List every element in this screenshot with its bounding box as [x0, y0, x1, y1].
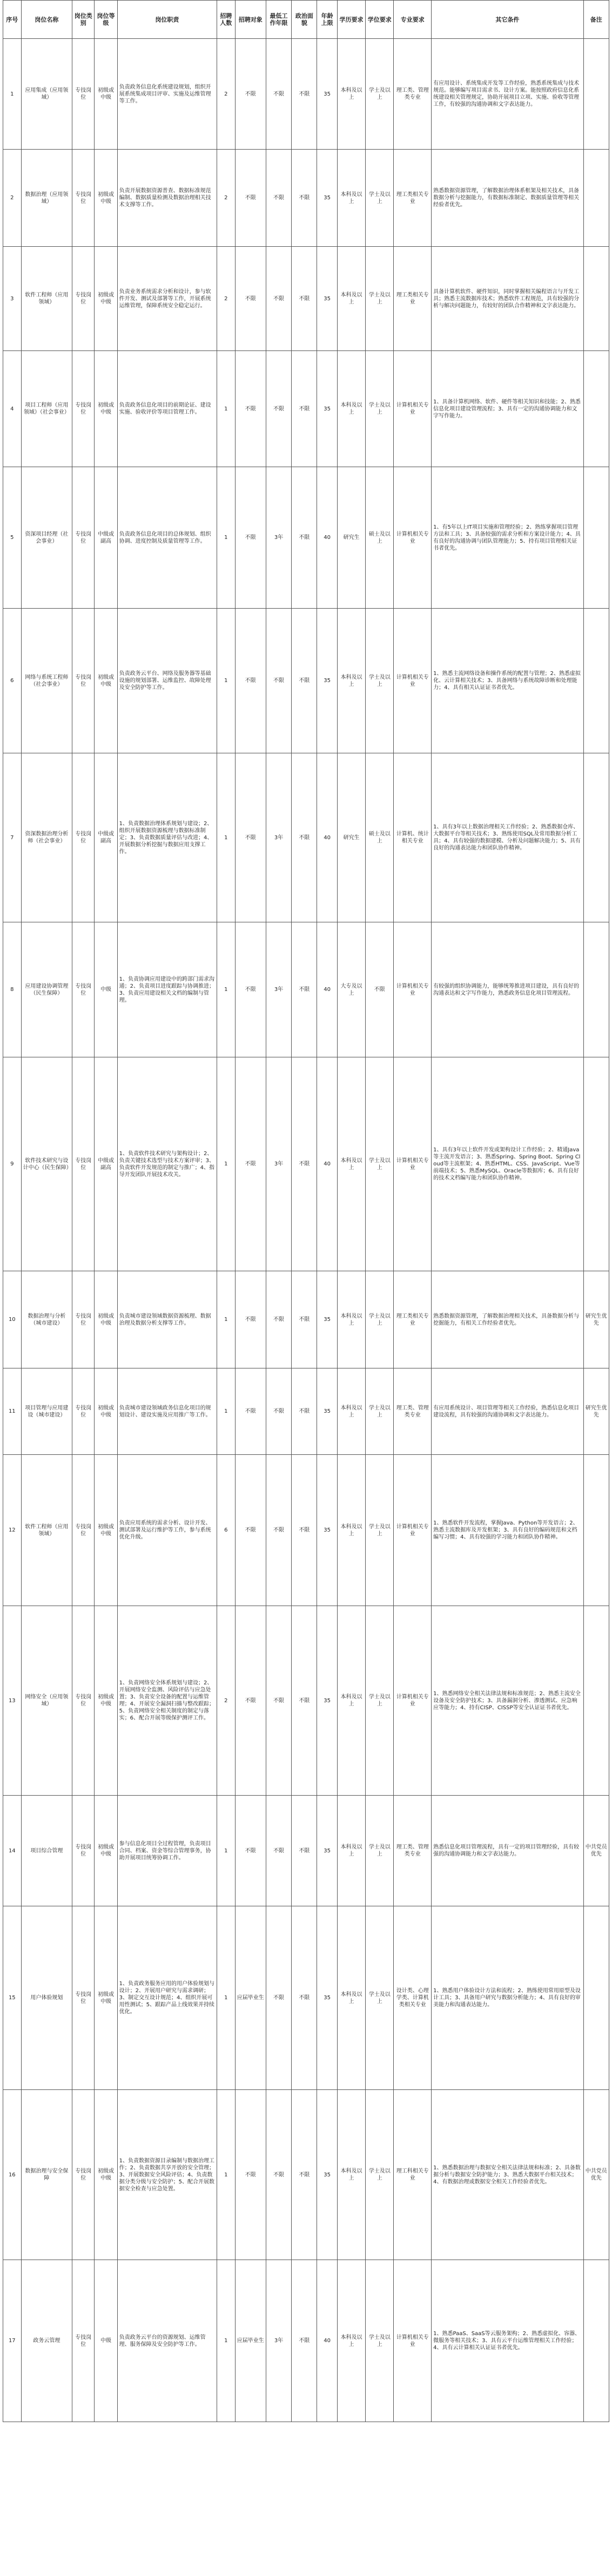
cell-edu: 本科及以上	[337, 1455, 365, 1606]
cell-seq: 1	[3, 39, 22, 150]
cell-cat: 专技岗位	[72, 2260, 95, 2422]
cell-edu: 大专及以上	[337, 922, 365, 1057]
cell-deg: 学士及以上	[366, 609, 394, 753]
table-row	[3, 753, 609, 922]
cell-age: 35	[317, 39, 337, 150]
cell-other: 1、熟悉软件开发流程，掌握Java、Python等开发语言；2、熟悉主流数据库及开发框架；3、具有良好的编码规范和文档编写习惯；4、具有较强的学习能力和团队协作精神。	[432, 1455, 583, 1606]
cell-deg: 学士及以上	[366, 2090, 394, 2260]
cell-deg: 学士及以上	[366, 1606, 394, 1796]
cell-cat: 专技岗位	[72, 1057, 95, 1271]
cell-level: 初级或中级	[95, 609, 117, 753]
cell-note: 研究生优先	[583, 1271, 609, 1368]
cell-other: 有较强的组织协调能力，能够统筹推进项目建设，具有良好的沟通表达和文字写作能力，熟悉政务信息化项目管理流程。	[432, 922, 583, 1057]
cell-age: 35	[317, 150, 337, 247]
cell-major: 理工类、管理类专业	[394, 39, 432, 150]
cell-duty: 负责应用系统的需求分析、设计开发、测试部署及运行维护等工作，参与系统优化升级。	[117, 1455, 217, 1606]
table-row	[3, 1796, 609, 1906]
cell-num: 1	[217, 1057, 235, 1271]
cell-note	[583, 922, 609, 1057]
cell-major: 理工类相关专业	[394, 1271, 432, 1368]
cell-name: 用户体验规划	[21, 1906, 72, 2090]
cell-age: 40	[317, 922, 337, 1057]
cell-cat: 专技岗位	[72, 247, 95, 351]
cell-deg: 学士及以上	[366, 150, 394, 247]
cell-years: 不限	[266, 1906, 291, 2090]
cell-name: 软件技术研究与设计中心（民生保障）	[21, 1057, 72, 1271]
table-row	[3, 467, 609, 609]
cell-pol: 不限	[292, 1796, 317, 1906]
cell-seq: 15	[3, 1906, 22, 2090]
cell-edu: 本科及以上	[337, 150, 365, 247]
cell-name: 项目工程师（应用领域）（社会事业）	[21, 351, 72, 467]
cell-duty: 负责政务云平台、网络及服务器等基础设施的规划部署、运维监控、故障处理及安全防护等工作。	[117, 609, 217, 753]
cell-note	[583, 1606, 609, 1796]
cell-obj: 不限	[235, 39, 266, 150]
cell-seq: 10	[3, 1271, 22, 1368]
header-cell: 序号	[3, 1, 22, 39]
cell-edu: 本科及以上	[337, 1271, 365, 1368]
table-row	[3, 247, 609, 351]
cell-pol: 不限	[292, 39, 317, 150]
cell-note	[583, 609, 609, 753]
cell-major: 计算机相关专业	[394, 922, 432, 1057]
cell-cat: 专技岗位	[72, 467, 95, 609]
cell-deg: 硕士及以上	[366, 753, 394, 922]
cell-level: 初级或中级	[95, 1606, 117, 1796]
header-cell: 政治面貌	[292, 1, 317, 39]
cell-pol: 不限	[292, 247, 317, 351]
cell-edu: 研究生	[337, 467, 365, 609]
cell-duty: 负责城市建设领域数据资源梳理、数据治理及数据分析支撑等工作。	[117, 1271, 217, 1368]
cell-other: 1、熟悉网络安全相关法律法规和标准规范；2、熟悉主流安全设备及安全防护技术；3、具备漏洞分析、渗透测试、应急响应等能力；4、持有CISP、CISSP等安全认证证书者优先。	[432, 1606, 583, 1796]
cell-level: 中级或副高	[95, 753, 117, 922]
cell-obj: 不限	[235, 922, 266, 1057]
cell-level: 中级	[95, 2260, 117, 2422]
cell-obj: 不限	[235, 2090, 266, 2260]
cell-age: 35	[317, 1906, 337, 2090]
table-row	[3, 39, 609, 150]
cell-edu: 本科及以上	[337, 2090, 365, 2260]
table-row	[3, 150, 609, 247]
cell-name: 网络与系统工程师（社会事业）	[21, 609, 72, 753]
cell-level: 中级或副高	[95, 467, 117, 609]
cell-pol: 不限	[292, 2260, 317, 2422]
cell-name: 政务云管理	[21, 2260, 72, 2422]
cell-deg: 学士及以上	[366, 39, 394, 150]
cell-duty: 1、负责网络安全体系规划与建设；2、开展网络安全监测、风险评估与应急处置；3、负责安全设备的配置与运维管理；4、开展安全漏洞扫描与整改跟踪；5、负责网络安全相关制度的制定与落实；6、配合开展等级保护测评工作。	[117, 1606, 217, 1796]
header-cell: 其它条件	[432, 1, 583, 39]
cell-seq: 14	[3, 1796, 22, 1906]
cell-other: 1、具有3年以上数据治理相关工作经验；2、熟悉数据仓库、大数据平台等相关技术；3、熟练使用SQL及常用数据分析工具；4、具有较强的数据建模、分析及问题解决能力；5、具有良好的沟通表达能力和团队协作精神。	[432, 753, 583, 922]
table-row	[3, 609, 609, 753]
cell-name: 资深项目经理（社会事业）	[21, 467, 72, 609]
cell-duty: 1、负责数据治理体系规划与建设；2、组织开展数据资源梳理与数据标准制定；3、负责数据质量评估与改进；4、开展数据分析挖掘与数据应用支撑工作。	[117, 753, 217, 922]
cell-seq: 5	[3, 467, 22, 609]
cell-seq: 11	[3, 1368, 22, 1455]
cell-obj: 不限	[235, 1455, 266, 1606]
cell-edu: 本科及以上	[337, 1796, 365, 1906]
cell-major: 理工科相关专业	[394, 2090, 432, 2260]
cell-num: 2	[217, 39, 235, 150]
cell-other: 1、具有3年以上软件开发或架构设计工作经验；2、精通Java等主流开发语言；3、熟悉Spring、Spring Boot、Spring Cloud等主流框架；4、熟悉HTML、CSS、JavaScript、Vue等前端技术；5、熟悉MySQL、Oracle等数据库；6、具有良好的技术文档编写能力和团队协作精神。	[432, 1057, 583, 1271]
table-row	[3, 1606, 609, 1796]
cell-years: 3年	[266, 2260, 291, 2422]
cell-cat: 专技岗位	[72, 1796, 95, 1906]
cell-deg: 不限	[366, 922, 394, 1057]
cell-other: 熟悉信息化项目管理流程，具有一定的项目管理经验，具有较强的沟通协调能力和文字表达能力。	[432, 1796, 583, 1906]
cell-seq: 16	[3, 2090, 22, 2260]
cell-major: 计算机相关专业	[394, 609, 432, 753]
header-cell: 备注	[583, 1, 609, 39]
cell-pol: 不限	[292, 467, 317, 609]
cell-level: 初级或中级	[95, 351, 117, 467]
cell-obj: 应届毕业生	[235, 1906, 266, 2090]
cell-num: 1	[217, 1906, 235, 2090]
cell-num: 1	[217, 1271, 235, 1368]
header-cell: 岗位名称	[21, 1, 72, 39]
cell-years: 不限	[266, 1271, 291, 1368]
cell-cat: 专技岗位	[72, 1606, 95, 1796]
cell-major: 计算机相关专业	[394, 1057, 432, 1271]
cell-age: 35	[317, 1606, 337, 1796]
cell-deg: 学士及以上	[366, 351, 394, 467]
cell-seq: 17	[3, 2260, 22, 2422]
table-row	[3, 1271, 609, 1368]
cell-note: 中共党员优先	[583, 1796, 609, 1906]
cell-age: 35	[317, 1368, 337, 1455]
cell-pol: 不限	[292, 609, 317, 753]
cell-age: 35	[317, 2090, 337, 2260]
cell-obj: 不限	[235, 1271, 266, 1368]
table-row	[3, 1455, 609, 1606]
cell-major: 计算机相关专业	[394, 467, 432, 609]
header-cell: 年龄上限	[317, 1, 337, 39]
cell-duty: 参与信息化项目全过程管理，负责项目合同、档案、资金等综合管理事务，协助开展项目统筹协调工作。	[117, 1796, 217, 1906]
cell-pol: 不限	[292, 1906, 317, 2090]
cell-edu: 本科及以上	[337, 247, 365, 351]
cell-years: 不限	[266, 609, 291, 753]
cell-level: 初级或中级	[95, 1796, 117, 1906]
cell-edu: 本科及以上	[337, 39, 365, 150]
header-cell: 专业要求	[394, 1, 432, 39]
cell-other: 具备计算机软件、硬件知识，同时掌握相关编程语言与开发工具；熟悉主流数据库技术；熟悉软件工程规范，具有较强的分析与解决问题能力，有较好的团队合作精神和文字表达能力。	[432, 247, 583, 351]
cell-major: 计算机、统计相关专业	[394, 753, 432, 922]
table-row	[3, 1368, 609, 1455]
cell-obj: 不限	[235, 1368, 266, 1455]
cell-note: 研究生优先	[583, 1368, 609, 1455]
cell-num: 1	[217, 753, 235, 922]
cell-cat: 专技岗位	[72, 1455, 95, 1606]
cell-other: 1、有5年以上IT项目实施和管理经验；2、熟练掌握项目管理方法和工具；3、具备较强的需求分析和方案设计能力；4、具有良好的沟通协调与团队管理能力；5、持有项目管理相关证书者优先。	[432, 467, 583, 609]
cell-seq: 6	[3, 609, 22, 753]
cell-major: 计算机相关专业	[394, 1455, 432, 1606]
cell-pol: 不限	[292, 753, 317, 922]
cell-duty: 负责政务信息化项目的前期论证、建设实施、验收评价等项目管理工作。	[117, 351, 217, 467]
cell-num: 1	[217, 1796, 235, 1906]
cell-duty: 负责开展数据资源普查、数据标准规范编制、数据质量检测及数据治理相关技术支撑等工作。	[117, 150, 217, 247]
cell-cat: 专技岗位	[72, 351, 95, 467]
cell-level: 初级或中级	[95, 1906, 117, 2090]
cell-note	[583, 2260, 609, 2422]
cell-num: 1	[217, 351, 235, 467]
table-row	[3, 922, 609, 1057]
cell-years: 不限	[266, 2090, 291, 2260]
cell-seq: 7	[3, 753, 22, 922]
cell-cat: 专技岗位	[72, 753, 95, 922]
cell-pol: 不限	[292, 1271, 317, 1368]
cell-name: 项目管理与应用建设（城市建设）	[21, 1368, 72, 1455]
cell-name: 资深数据治理分析师（社会事业）	[21, 753, 72, 922]
cell-num: 1	[217, 2090, 235, 2260]
header-cell: 学历要求	[337, 1, 365, 39]
cell-pol: 不限	[292, 922, 317, 1057]
header-cell: 最低工作年限	[266, 1, 291, 39]
cell-obj: 不限	[235, 1606, 266, 1796]
cell-name: 数据治理（应用领域）	[21, 150, 72, 247]
cell-num: 1	[217, 609, 235, 753]
cell-years: 3年	[266, 467, 291, 609]
cell-obj: 不限	[235, 1796, 266, 1906]
cell-obj: 不限	[235, 609, 266, 753]
cell-deg: 学士及以上	[366, 2260, 394, 2422]
header-cell: 岗位类别	[72, 1, 95, 39]
cell-years: 不限	[266, 1606, 291, 1796]
cell-edu: 本科及以上	[337, 1906, 365, 2090]
cell-deg: 学士及以上	[366, 1057, 394, 1271]
cell-years: 不限	[266, 247, 291, 351]
cell-level: 中级	[95, 922, 117, 1057]
cell-cat: 专技岗位	[72, 2090, 95, 2260]
cell-cat: 专技岗位	[72, 609, 95, 753]
cell-years: 不限	[266, 1796, 291, 1906]
cell-other: 1、熟悉数据治理与数据安全相关法律法规和标准；2、具备数据分析与数据安全防护能力；3、熟悉大数据平台相关技术；4、有数据治理或数据安全相关工作经验者优先。	[432, 2090, 583, 2260]
cell-edu: 本科及以上	[337, 1606, 365, 1796]
cell-note: 中共党员优先	[583, 2090, 609, 2260]
cell-age: 35	[317, 351, 337, 467]
table-row	[3, 2260, 609, 2422]
cell-level: 初级或中级	[95, 150, 117, 247]
cell-other: 1、熟悉PaaS、SaaS等云服务架构；2、熟悉虚拟化、容器、微服务等相关技术；3、具有云平台运维管理相关工作经验；4、具有云计算相关认证证书者优先。	[432, 2260, 583, 2422]
cell-obj: 不限	[235, 150, 266, 247]
cell-age: 35	[317, 1271, 337, 1368]
cell-num: 1	[217, 2260, 235, 2422]
recruitment-table	[3, 0, 609, 2422]
cell-cat: 专技岗位	[72, 1906, 95, 2090]
table-body	[3, 39, 609, 2422]
cell-cat: 专技岗位	[72, 150, 95, 247]
cell-deg: 学士及以上	[366, 1368, 394, 1455]
cell-seq: 3	[3, 247, 22, 351]
cell-pol: 不限	[292, 150, 317, 247]
cell-duty: 1、负责数据资源目录编制与数据治理工作；2、负责数据共享开放的安全管理；3、开展数据安全风险评估；4、负责数据分类分级与安全防护；5、配合开展数据安全检查与应急处置。	[117, 2090, 217, 2260]
cell-edu: 本科及以上	[337, 1057, 365, 1271]
cell-deg: 学士及以上	[366, 1271, 394, 1368]
cell-deg: 学士及以上	[366, 1455, 394, 1606]
cell-level: 初级或中级	[95, 1368, 117, 1455]
cell-cat: 专技岗位	[72, 39, 95, 150]
cell-num: 2	[217, 247, 235, 351]
cell-note	[583, 1057, 609, 1271]
cell-edu: 本科及以上	[337, 1368, 365, 1455]
cell-level: 中级或副高	[95, 1057, 117, 1271]
cell-other: 1、熟悉主流网络设备和操作系统的配置与管理；2、熟悉虚拟化、云计算相关技术；3、具备网络与系统故障诊断和处理能力；4、具有相关认证证书者优先。	[432, 609, 583, 753]
cell-cat: 专技岗位	[72, 1368, 95, 1455]
cell-major: 设计类、心理学类、计算机类相关专业	[394, 1906, 432, 2090]
cell-duty: 1、负责政务服务应用的用户体验规划与设计；2、开展用户研究与需求调研；3、制定交互设计规范；4、组织开展可用性测试；5、跟踪产品上线效果并持续优化。	[117, 1906, 217, 2090]
cell-duty: 负责政务信息化项目的总体规划、组织协调、进度控制及质量管理等工作。	[117, 467, 217, 609]
cell-duty: 1、负责协调应用建设中的跨部门需求沟通；2、负责项目进度跟踪与协调推进；3、负责应用建设相关文档的编制与管理。	[117, 922, 217, 1057]
cell-num: 1	[217, 467, 235, 609]
cell-seq: 13	[3, 1606, 22, 1796]
cell-seq: 8	[3, 922, 22, 1057]
cell-name: 软件工程师（应用领域）	[21, 247, 72, 351]
cell-years: 3年	[266, 1057, 291, 1271]
cell-note	[583, 150, 609, 247]
cell-other: 熟悉数据资源管理，了解数据治理体系框架及相关技术，具备数据分析与挖掘能力，有数据标准制定、数据质量管理等相关经验者优先。	[432, 150, 583, 247]
cell-seq: 12	[3, 1455, 22, 1606]
cell-edu: 研究生	[337, 753, 365, 922]
cell-num: 2	[217, 150, 235, 247]
cell-years: 不限	[266, 1455, 291, 1606]
cell-duty: 负责城市建设领域政务信息化项目的规划设计、建设实施及应用推广等工作。	[117, 1368, 217, 1455]
table-row	[3, 351, 609, 467]
cell-major: 理工类相关专业	[394, 150, 432, 247]
cell-duty: 负责政务云平台的资源规划、运维管理、服务保障及安全防护等工作。	[117, 2260, 217, 2422]
cell-deg: 学士及以上	[366, 1906, 394, 2090]
cell-major: 计算机相关专业	[394, 1606, 432, 1796]
cell-note	[583, 1455, 609, 1606]
cell-level: 初级或中级	[95, 1455, 117, 1606]
cell-name: 数据治理与分析（城市建设）	[21, 1271, 72, 1368]
cell-age: 40	[317, 467, 337, 609]
cell-other: 有应用设计、系统集成开发等工作经验，熟悉系统集成与技术规范。能够编写项目需求书、设计方案。能按照政府信息化系统建设相关管理规定，协助开展项目立项、实施、验收等管理工作，有较强的沟通协调和文字表达能力。	[432, 39, 583, 150]
cell-obj: 不限	[235, 247, 266, 351]
cell-age: 35	[317, 247, 337, 351]
cell-age: 40	[317, 2260, 337, 2422]
cell-name: 网络安全（应用领域）	[21, 1606, 72, 1796]
header-cell: 招聘人数	[217, 1, 235, 39]
table-header-row	[3, 1, 609, 39]
cell-major: 理工类、管理类专业	[394, 1796, 432, 1906]
cell-obj: 应届毕业生	[235, 2260, 266, 2422]
cell-other: 1、熟悉用户体验设计方法和流程；2、熟练使用常用原型及设计工具；3、具备用户研究与数据分析能力；4、具有良好的审美能力和沟通表达能力。	[432, 1906, 583, 2090]
cell-note	[583, 753, 609, 922]
header-cell: 岗位职责	[117, 1, 217, 39]
cell-duty: 负责业务系统需求分析和设计，参与软件开发、测试及部署等工作，开展系统运维管理，保障系统安全稳定运行。	[117, 247, 217, 351]
cell-num: 2	[217, 1606, 235, 1796]
header-cell: 岗位等级	[95, 1, 117, 39]
cell-years: 3年	[266, 922, 291, 1057]
header-cell: 招聘对象	[235, 1, 266, 39]
cell-years: 3年	[266, 753, 291, 922]
cell-cat: 专技岗位	[72, 1271, 95, 1368]
cell-pol: 不限	[292, 2090, 317, 2260]
cell-num: 1	[217, 922, 235, 1057]
cell-seq: 9	[3, 1057, 22, 1271]
cell-major: 计算机相关专业	[394, 351, 432, 467]
table-row	[3, 1057, 609, 1271]
header-cell: 学位要求	[366, 1, 394, 39]
cell-num: 1	[217, 1368, 235, 1455]
cell-note	[583, 39, 609, 150]
cell-deg: 硕士及以上	[366, 467, 394, 609]
cell-pol: 不限	[292, 1368, 317, 1455]
cell-age: 40	[317, 1057, 337, 1271]
cell-pol: 不限	[292, 1606, 317, 1796]
cell-num: 6	[217, 1455, 235, 1606]
table-row	[3, 1906, 609, 2090]
cell-name: 软件工程师（应用领域）	[21, 1455, 72, 1606]
cell-age: 35	[317, 1455, 337, 1606]
cell-edu: 本科及以上	[337, 609, 365, 753]
table-row	[3, 2090, 609, 2260]
cell-years: 不限	[266, 150, 291, 247]
cell-obj: 不限	[235, 753, 266, 922]
cell-years: 不限	[266, 351, 291, 467]
cell-obj: 不限	[235, 1057, 266, 1271]
cell-level: 初级或中级	[95, 2090, 117, 2260]
cell-years: 不限	[266, 39, 291, 150]
cell-pol: 不限	[292, 1455, 317, 1606]
cell-major: 计算机相关专业	[394, 2260, 432, 2422]
cell-level: 初级或中级	[95, 247, 117, 351]
cell-duty: 负责政务信息化系统建设规划，组织开展系统集成项目评审、实施及运维管理等工作。	[117, 39, 217, 150]
cell-level: 初级或中级	[95, 1271, 117, 1368]
cell-name: 数据治理与安全保障	[21, 2090, 72, 2260]
cell-duty: 1、负责软件技术研究与架构设计；2、负责关键技术选型与技术方案评审；3、负责软件开发规范的制定与推广；4、指导开发团队开展技术攻关。	[117, 1057, 217, 1271]
cell-name: 应用集成（应用领域）	[21, 39, 72, 150]
cell-note	[583, 247, 609, 351]
cell-level: 初级或中级	[95, 39, 117, 150]
cell-other: 1、具备计算机网络、软件、硬件等相关知识和技能；2、熟悉信息化项目建设管理流程；3、具有一定的沟通协调能力和文字写作能力。	[432, 351, 583, 467]
cell-name: 应用建设协调管理（民生保障）	[21, 922, 72, 1057]
cell-obj: 不限	[235, 467, 266, 609]
cell-cat: 专技岗位	[72, 922, 95, 1057]
cell-obj: 不限	[235, 351, 266, 467]
cell-age: 35	[317, 609, 337, 753]
cell-major: 理工类相关专业	[394, 247, 432, 351]
cell-seq: 2	[3, 150, 22, 247]
cell-seq: 4	[3, 351, 22, 467]
cell-name: 项目综合管理	[21, 1796, 72, 1906]
cell-edu: 本科及以上	[337, 2260, 365, 2422]
cell-note	[583, 1906, 609, 2090]
cell-pol: 不限	[292, 351, 317, 467]
cell-pol: 不限	[292, 1057, 317, 1271]
cell-age: 35	[317, 1796, 337, 1906]
cell-deg: 学士及以上	[366, 1796, 394, 1906]
cell-age: 40	[317, 753, 337, 922]
cell-note	[583, 467, 609, 609]
cell-deg: 学士及以上	[366, 247, 394, 351]
cell-major: 理工类、管理类专业	[394, 1368, 432, 1455]
cell-edu: 本科及以上	[337, 351, 365, 467]
cell-other: 有应用系统设计、项目管理等相关工作经验，熟悉信息化项目建设流程，具有较强的沟通协调和文字表达能力。	[432, 1368, 583, 1455]
cell-years: 不限	[266, 1368, 291, 1455]
cell-other: 熟悉数据资源管理，了解数据治理相关技术，具备数据分析与挖掘能力，有相关工作经验者优先。	[432, 1271, 583, 1368]
cell-note	[583, 351, 609, 467]
